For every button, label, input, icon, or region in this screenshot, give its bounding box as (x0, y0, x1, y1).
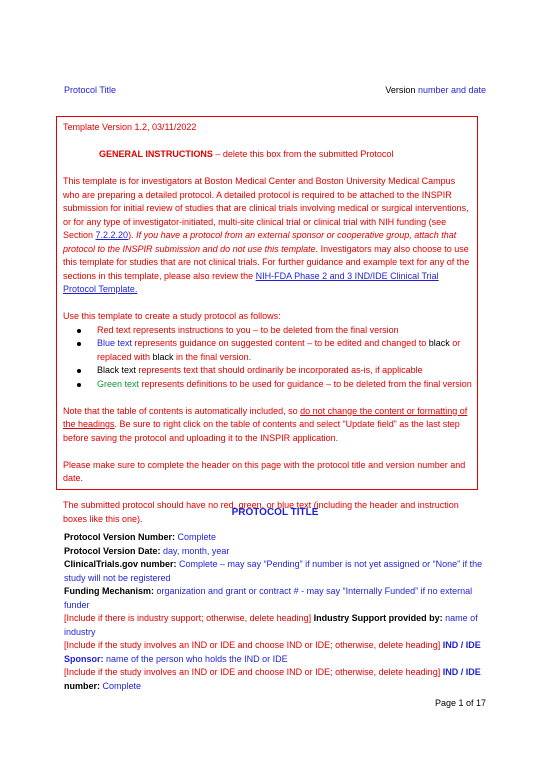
clinicaltrials-field: ClinicalTrials.gov number: Complete – may say “Pending” if number is not yet assigned or “None” if the study will not be registered (64, 559, 483, 583)
list-item: Blue text represents guidance on suggested content – to be edited and changed to black or replaced with black in the final version. (97, 337, 473, 364)
list-item: Red text represents instructions to you – to be deleted from the final version (97, 324, 473, 338)
toc-note: Note that the table of contents is automatically included, so do not change the content or formatting of the headings. Be sure to right click on the table of contents and select “Update field” as the last step before saving the protocol and uploading it to the INSPIR application. (63, 405, 468, 443)
version-number-field: Protocol Version Number: Complete (64, 532, 217, 542)
header-note: Please make sure to complete the header on this page with the protocol title and version number and date. (63, 459, 466, 483)
version-date-field: Protocol Version Date: day, month, year (64, 545, 230, 556)
list-item: Green text represents definitions to be used for guidance – to be deleted from the final version (97, 378, 473, 392)
header-version: Version number and date (385, 85, 486, 95)
protocol-fields (64, 531, 486, 693)
header-version-value: number and date (417, 85, 486, 95)
list-item: Black text represents text that should ordinarily be incorporated as-is, if applicable (97, 364, 473, 378)
gi-heading: GENERAL INSTRUCTIONS – delete this box from the submitted Protocol (99, 149, 394, 159)
submission-note: The submitted protocol should have no red, green, or blue text (including the header and instruction boxes like this one). (63, 500, 459, 524)
general-instructions-box (56, 116, 478, 524)
page-number: Page 1 of 17 (434, 698, 486, 708)
template-version: Template Version 1.2, 03/11/2022 (63, 122, 197, 132)
protocol-title-heading: PROTOCOL TITLE (231, 507, 319, 518)
intro-paragraph: This template is for investigators at Boston Medical Center and Boston University Medical Campus who are preparing a detailed protocol. A detailed protocol is required to be attached to the INSPIR submission for initial review of studies that are clinical trials involving medical or surgical interventions, or for any type of investigator-initiated, multi-site clinical trial or clinical trial with NIH funding (see Section 7.2.2.20). If you have a protocol from an external sponsor or cooperative group, attach that protocol to the INSPIR submission and do not use this template. Investigators may also choose to use this template for studies that are not clinical trials. For further guidance and example text for any of the sections in this template, please also review the NIH-FDA Phase 2 and 3 IND/IDE Clinical Trial Protocol Template. (63, 176, 470, 294)
ide-number-field: [Include if the study involves an IND or IDE and choose IND or IDE; otherwise, delete heading] IND / IDE number: Complete (64, 667, 481, 691)
page-header (64, 84, 486, 98)
color-legend-list (63, 324, 473, 392)
industry-support-field: [Include if there is industry support; otherwise, delete heading] Industry Support provided by: name of industry (64, 613, 478, 637)
use-template-text: Use this template to create a study protocol as follows: (63, 311, 281, 321)
section-link[interactable]: 7.2.2.20 (95, 230, 129, 240)
ide-sponsor-field: [Include if the study involves an IND or IDE and choose IND or IDE; otherwise, delete heading] IND / IDE Sponsor: name of the person who holds the IND or IDE (64, 640, 481, 664)
header-protocol-title: Protocol Title (64, 85, 117, 95)
nih-template-link[interactable]: NIH-FDA Phase 2 and 3 IND/IDE Clinical Trial Protocol Template. (63, 270, 439, 294)
funding-field: Funding Mechanism: organization and grant or contract # - may say “Internally Funded” if no external funder (64, 586, 473, 610)
